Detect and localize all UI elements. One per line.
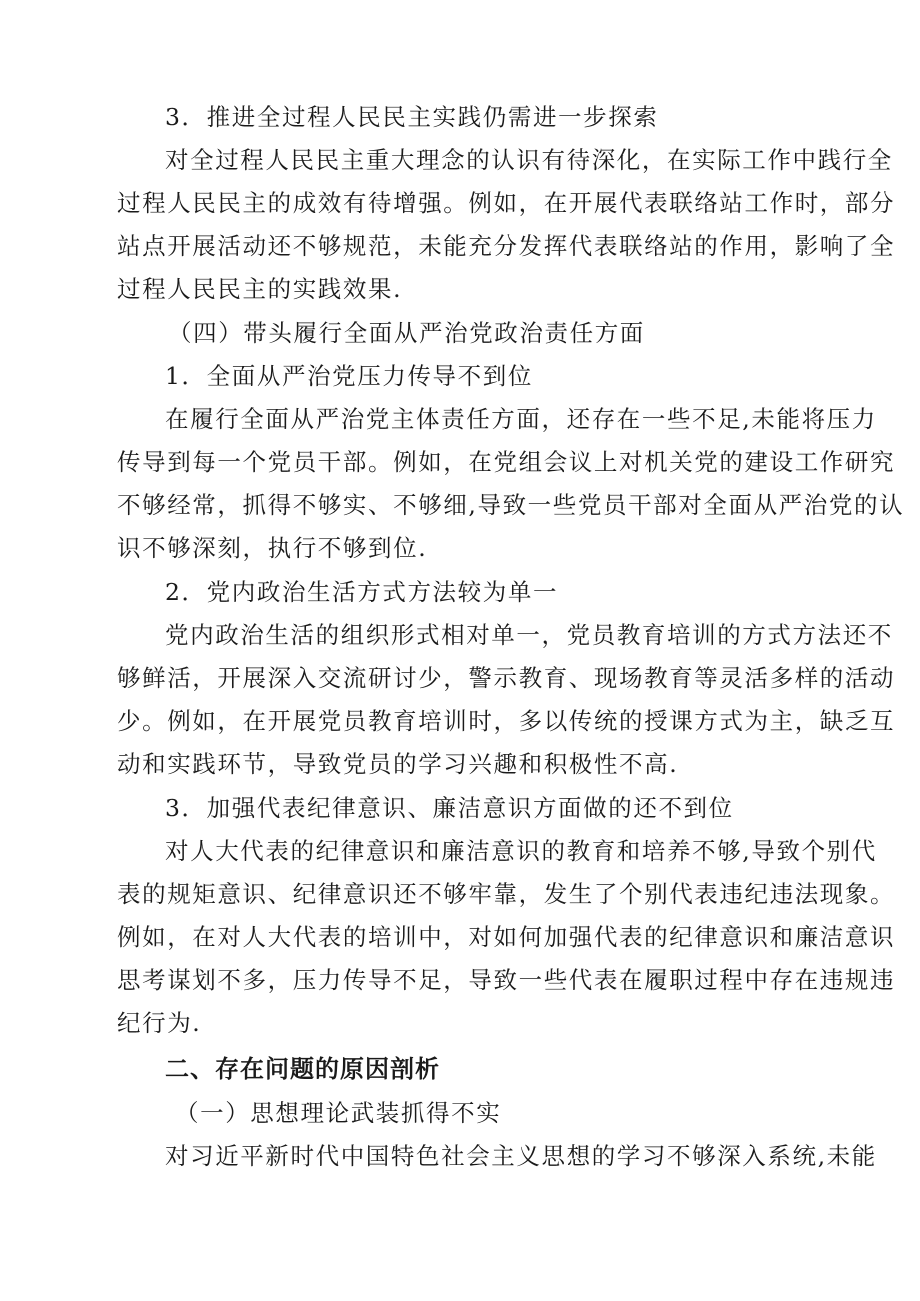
paragraph-line: 思考谋划不多，压力传导不足，导致一些代表在履职过程中存在违规违 <box>117 966 896 994</box>
subheading-3-discipline: 3．加强代表纪律意识、廉洁意识方面做的还不到位 <box>165 794 734 822</box>
paragraph-line: 站点开展活动还不够规范，未能充分发挥代表联络站的作用，影响了全 <box>117 232 896 260</box>
paragraph-line: 在履行全面从严治党主体责任方面，还存在一些不足,未能将压力 <box>165 405 877 433</box>
paragraph-line: 对全过程人民民主重大理念的认识有待深化，在实际工作中践行全 <box>165 146 893 174</box>
paragraph-line: 对习近平新时代中国特色社会主义思想的学习不够深入系统,未能 <box>165 1142 877 1170</box>
paragraph-line: 识不够深刻，执行不够到位. <box>117 534 428 562</box>
section-heading-4: （四）带头履行全面从严治党政治责任方面 <box>168 319 645 347</box>
paragraph-line: 纪行为. <box>117 1009 202 1037</box>
section-heading-1-theory: （一）思想理论武装抓得不实 <box>175 1099 502 1127</box>
paragraph-line: 传导到每一个党员干部。例如，在党组会议上对机关党的建设工作研究 <box>117 448 896 476</box>
paragraph-line: 对人大代表的纪律意识和廉洁意识的教育和培养不够,导致个别代 <box>165 837 877 865</box>
paragraph-line: 不够经常，抓得不够实、不够细,导致一些党员干部对全面从严治党的认 <box>117 491 905 519</box>
paragraph-line: 例如，在对人大代表的培训中，对如何加强代表的纪律意识和廉洁意识 <box>117 923 896 951</box>
paragraph-line: 够鲜活，开展深入交流研讨少，警示教育、现场教育等灵活多样的活动 <box>117 664 896 692</box>
paragraph-line: 党内政治生活的组织形式相对单一，党员教育培训的方式方法还不 <box>165 621 893 649</box>
paragraph-line: 动和实践环节，导致党员的学习兴趣和积极性不高. <box>117 750 679 778</box>
subheading-2-party-life: 2．党内政治生活方式方法较为单一 <box>165 578 559 606</box>
paragraph-line: 过程人民民主的成效有待增强。例如，在开展代表联络站工作时，部分 <box>117 189 896 217</box>
chapter-heading-2: 二、存在问题的原因剖析 <box>165 1055 440 1083</box>
paragraph-line: 少。例如，在开展党员教育培训时，多以传统的授课方式为主，缺乏互 <box>117 707 896 735</box>
subheading-3-democracy: 3．推进全过程人民民主实践仍需进一步探索 <box>165 103 659 131</box>
paragraph-line: 表的规矩意识、纪律意识还不够牢靠，发生了个别代表违纪违法现象。 <box>117 880 896 908</box>
subheading-1-pressure: 1．全面从严治党压力传导不到位 <box>165 362 533 390</box>
paragraph-line: 过程人民民主的实践效果. <box>117 275 403 303</box>
